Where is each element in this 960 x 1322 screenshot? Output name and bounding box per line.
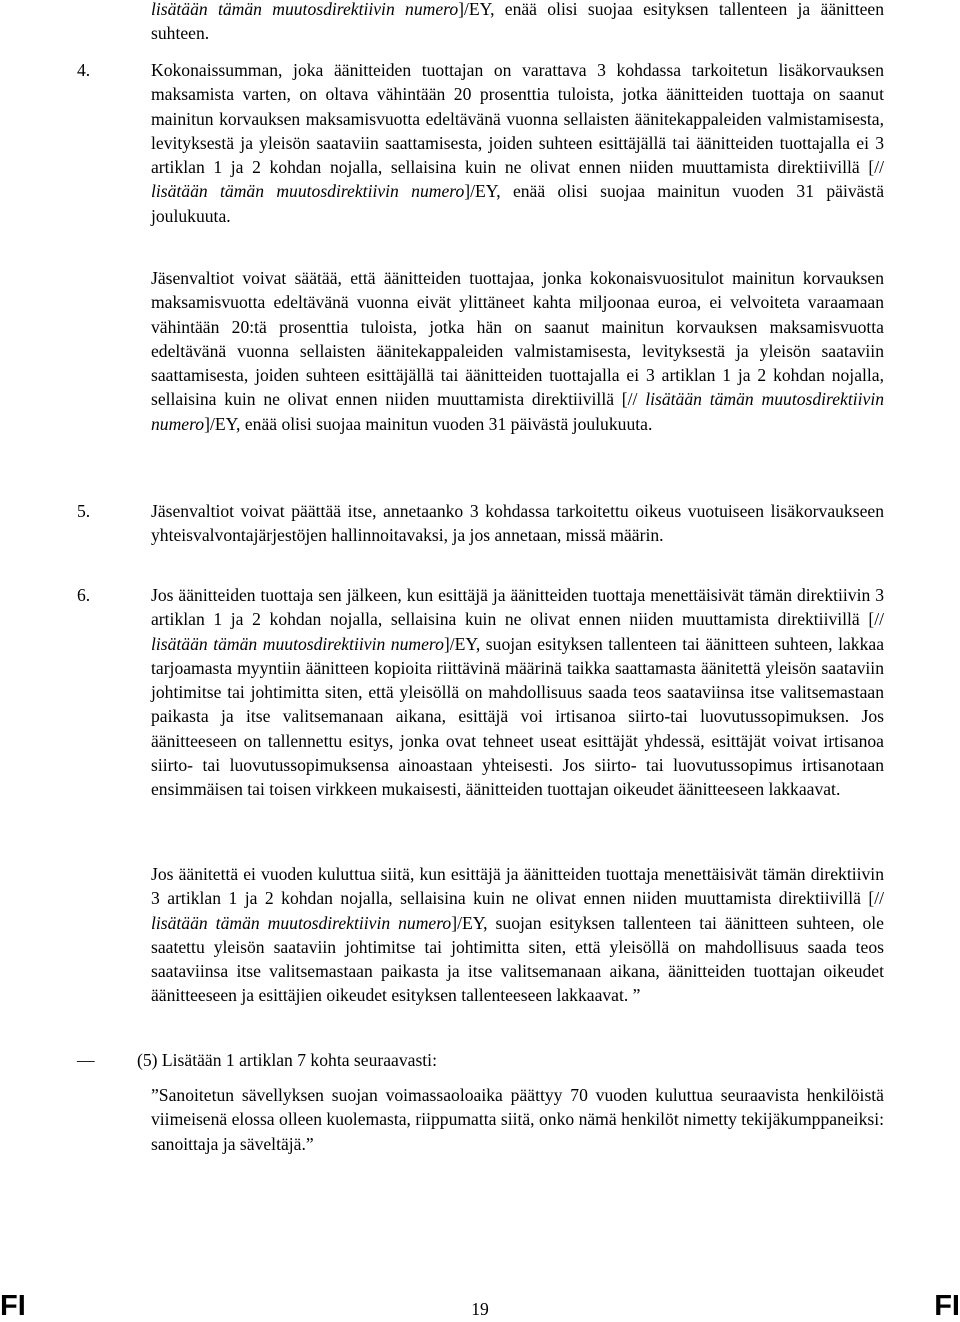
top-fragment xyxy=(151,0,884,46)
item-number-4: 4. xyxy=(77,60,91,80)
italic-placeholder: lisätään tämän muutosdirektiivin numero xyxy=(151,0,459,19)
page-number: 19 xyxy=(471,1299,489,1319)
footer-language-right: FI xyxy=(934,1290,960,1322)
footer-language-left: FI xyxy=(0,1290,26,1322)
paragraph-text: ]/EY, suojan esityksen tallenteen tai äänitteen suhteen, ole saatettu yleisön saataviin johtimitse tai johtimitta siten, että yleisöllä on mahdollisuus saada teos saataviinsa itse valitsemastaan paikasta ja itse valitsemanaan aikana, äänitteiden tuottajan oikeudet äänitteeseen ja esittäjien oikeudet esityksen tallenteeseen lakkaavat. ” xyxy=(151,912,884,1006)
paragraph-text: Jäsenvaltiot voivat säätää, että äänitteiden tuottajaa, jonka kokonaisvuositulot mainitun korvauksen maksamisvuotta edeltävänä vuonna eivät ylittäneet kahta miljoonaa euroa, ei velvoiteta varaamaan vähintään 20:tä prosenttia tuloista, jotka hän on saanut mainitun korvauksen maksamisvuotta edeltävänä vuonna sellaisten äänitekappaleiden valmistamisesta, levityksestä ja yleisön saataviin saattamisesta, joiden suhteen esittäjällä tai äänitteiden tuottajalla ei 3 artiklan 1 ja 2 kohdan nojalla, sellaisina kuin ne olivat ennen niiden muuttamista direktiivillä [// xyxy=(151,268,884,410)
italic-placeholder: lisätään tämän muutosdirektiivin numero xyxy=(151,912,452,933)
paragraph-text: Jos äänitettä ei vuoden kuluttua siitä, kun esittäjä ja äänitteiden tuottaja menettäisivät tämän direktiivin 3 artiklan 1 ja 2 kohdan nojalla, sellaisina kuin ne olivat ennen niiden muuttamista direktiivillä [// xyxy=(151,864,884,909)
item-4-paragraph-1 xyxy=(151,58,884,228)
paragraph-text: ]/EY, enää olisi suojaa mainitun vuoden 31 päivästä joulukuuta. xyxy=(151,181,884,226)
fragment-text: ]/EY, enää olisi suojaa esityksen tallenteen ja äänitteen suhteen. xyxy=(151,0,885,44)
item-6-paragraph-2 xyxy=(151,862,884,1008)
amendment-dash: — xyxy=(77,1050,95,1070)
item-number-6: 6. xyxy=(77,585,91,605)
paragraph-text: ]/EY, enää olisi suojaa mainitun vuoden 31 päivästä joulukuuta. xyxy=(204,413,653,434)
item-number-5: 5. xyxy=(77,501,91,521)
quoted-text: ”Sanoitetun sävellyksen suojan voimassaoloaika päättyy 70 vuoden kuluttua seuraavista henkilöistä viimeisenä elossa olleen kuolemasta, riippumatta siitä, onko nämä henkilöt nimetty tekijäkumppaneiksi: sanoittaja ja säveltäjä.” xyxy=(151,1085,884,1154)
italic-placeholder: lisätään tämän muutosdirektiivin numero xyxy=(151,633,444,654)
paragraph-text: Jos äänitteiden tuottaja sen jälkeen, kun esittäjä ja äänitteiden tuottaja menettäisivät tämän direktiivin 3 artiklan 1 ja 2 kohdan nojalla, sellaisina kuin ne olivat ennen niiden muuttamista direktiivillä [// xyxy=(151,585,884,630)
italic-placeholder: lisätään tämän muutosdirektiivin numero xyxy=(151,389,885,434)
amendment-label: (5) Lisätään 1 artiklan 7 kohta seuraavasti: xyxy=(137,1050,437,1070)
item-5-paragraph xyxy=(151,499,884,548)
italic-placeholder: lisätään tämän muutosdirektiivin numero xyxy=(151,181,465,202)
paragraph-text: ]/EY, suojan esityksen tallenteen tai äänitteen suhteen, lakkaa tarjoamasta myyntiin äänitteen kopioita riittävinä määrinä taikka saattamasta äänitettä yleisön saataviin johtimitse tai johtimitta siten, että yleisöllä on mahdollisuus saada teos saataviinsa itse valitsemastaan paikasta ja itse valitsemanaan aikana, esittäjä voi irtisanoa siirto-tai luovutussopimuksen. Jos äänitteeseen on tallennettu esitys, jonka ovat tehneet useat esittäjät yhdessä, esittäjät voivat irtisanoa siirto- tai luovutussopimuksensa ainoastaan yhteisesti. Jos siirto- tai luovutussopimus irtisanotaan ensimmäisen tai toisen virkkeen mukaisesti, äänitteiden tuottajan oikeudet äänitteeseen lakkaavat. xyxy=(151,633,885,800)
item-4-paragraph-2 xyxy=(151,266,884,436)
paragraph-text: Kokonaissumman, joka äänitteiden tuottajan on varattava 3 kohdassa tarkoitetun lisäkorvauksen maksamista varten, on oltava vähintään 20 prosenttia tuloista, jotka äänitteiden tuottaja on saanut mainitun korvauksen maksamisvuotta edeltävänä vuonna sellaisten äänitekappaleiden valmistamisesta, levityksestä ja yleisön saataviin saattamisesta, joiden suhteen esittäjällä tai äänitteiden tuottajalla ei 3 artiklan 1 ja 2 kohdan nojalla, sellaisina kuin ne olivat ennen niiden muuttamista direktiivillä [// xyxy=(151,60,884,178)
amendment-quote xyxy=(151,1083,884,1156)
item-6-paragraph-1 xyxy=(151,583,884,802)
paragraph-text: Jäsenvaltiot voivat päättää itse, annetaanko 3 kohdassa tarkoitettu oikeus vuotuiseen lisäkorvaukseen yhteisvalvontajärjestöjen hallinnoitavaksi, ja jos annetaan, missä määrin. xyxy=(151,501,884,546)
